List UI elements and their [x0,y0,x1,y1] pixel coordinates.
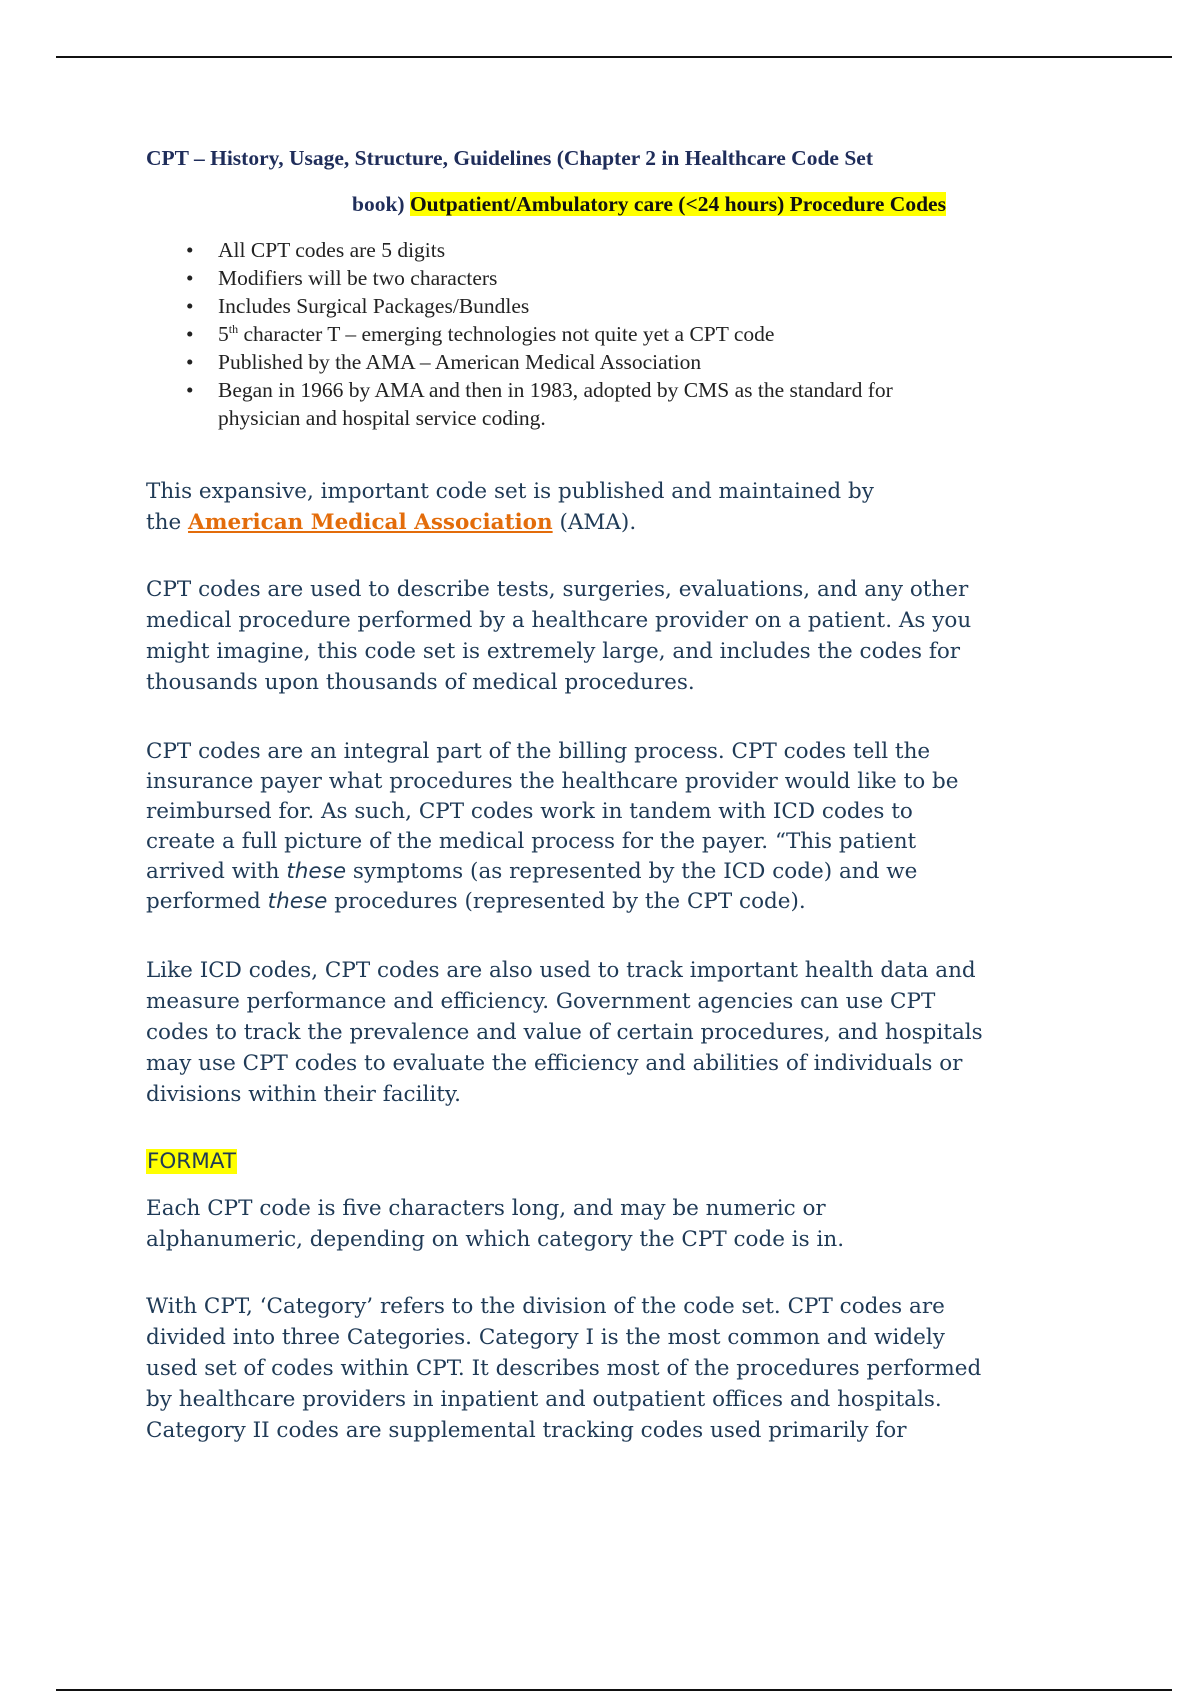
document-title-line1: CPT – History, Usage, Structure, Guidelines (Chapter 2 in Healthcare Code Set [146,146,873,170]
list-item: • Includes Surgical Packages/Bundles [186,294,530,318]
bullet-icon: • [186,238,194,262]
bullet-icon: • [186,266,194,290]
format-heading: FORMAT [147,1149,236,1174]
document-title-line2 [352,192,946,217]
bullet-icon: • [186,350,194,374]
title-prefix: book) [352,192,405,216]
bullet-icon: • [186,322,194,346]
paragraph-format: Each CPT code is five characters long, and may be numeric or alphanumeric, depending on which category the CPT code is in. [146,1196,845,1252]
paragraph-tracking: Like ICD codes, CPT codes are also used to track important health data and measure performance and efficiency. Government agencies can use CPT codes to track the prevalence and value of certain procedures, and hospitals may use CPT codes to evaluate the efficiency and abilities of individuals or divisions within their facility. [146,958,983,1107]
list-item: • Modifiers will be two characters [186,266,498,290]
ama-link[interactable]: American Medical Association [188,510,553,535]
list-item: • Began in 1966 by AMA and then in 1983, adopted by CMS as the standard for physician and hospital service coding. [186,378,893,430]
paragraph-billing: CPT codes are an integral part of the billing process. CPT codes tell the insurance payer what procedures the healthcare provider would like to be reimbursed for. As such, CPT codes work in tandem with ICD codes to create a full picture of the medical process for the payer. “This patient arrived with these symptoms (as represented by the ICD code) and we performed these procedures (represented by the CPT code). [146,739,959,914]
list-item: • 5th character T – emerging technologies not quite yet a CPT code [186,321,775,346]
header-rule [56,56,1172,58]
title-highlight: Outpatient/Ambulatory care (<24 hours) Procedure Codes [409,192,946,216]
bullet-icon: • [186,294,194,318]
list-item: • All CPT codes are 5 digits [186,238,446,262]
paragraph-publisher: This expansive, important code set is published and maintained by the American Medical Association (AMA). [146,479,874,535]
list-item: • Published by the AMA – American Medical Association [186,350,702,374]
footer-rule [56,1689,1172,1691]
bullet-icon: • [186,378,194,402]
paragraph-usage: CPT codes are used to describe tests, surgeries, evaluations, and any other medical procedure performed by a healthcare provider on a patient. As you might imagine, this code set is extremely large, and includes the codes for thousands upon thousands of medical procedures. [146,577,972,695]
bullet-list [186,236,893,432]
paragraph-categories: With CPT, ‘Category’ refers to the division of the code set. CPT codes are divided into three Categories. Category I is the most common and widely used set of codes within CPT. It describes most of the procedures performed by healthcare providers in inpatient and outpatient offices and hospitals. Category II codes are supplemental tracking codes used primarily for [146,1294,982,1443]
